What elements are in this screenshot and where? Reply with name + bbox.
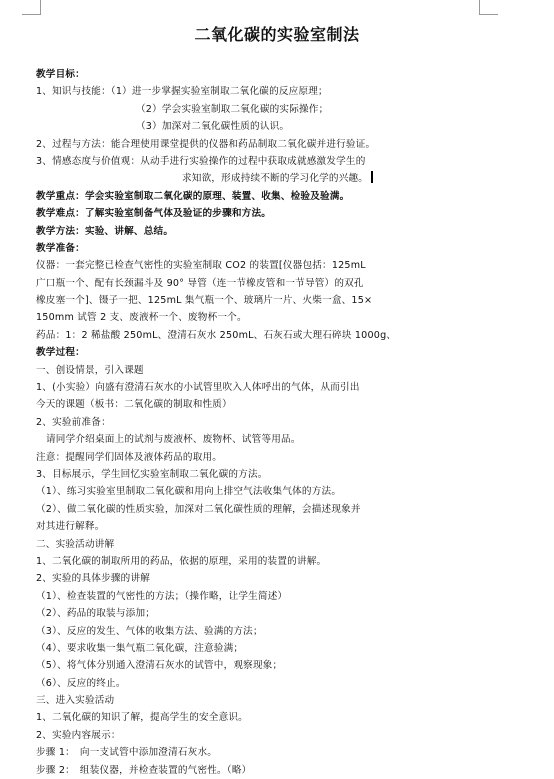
line-text: （4）、要求收集一集气瓶二氧化碳，注意验满； <box>36 642 244 654</box>
page-corner-mark-left <box>22 0 41 15</box>
line-text: （2）学会实验室制取二氧化碳的实际操作； <box>136 103 329 115</box>
document-body <box>36 66 486 779</box>
line-text: 150mm 试管 2 支、废液杯一个、废物杯一个。 <box>36 312 247 324</box>
line-text: 教学目标： <box>36 69 85 80</box>
line-text: 教学准备： <box>36 242 85 254</box>
text-line <box>36 83 486 100</box>
text-line <box>36 362 486 379</box>
text-line <box>36 588 486 605</box>
text-cursor <box>371 171 373 183</box>
text-line <box>36 657 486 674</box>
text-line <box>36 466 486 483</box>
text-line <box>36 309 486 326</box>
line-text: 教学过程： <box>36 347 85 359</box>
section-heading <box>36 66 486 83</box>
text-line <box>36 275 486 292</box>
text-line <box>36 118 486 135</box>
line-text: 一、创设情景，引入课题 <box>36 364 144 376</box>
line-text: 教学重点：学会实验室制取二氧化碳的原理、装置、收集、检验及验满。 <box>36 190 350 202</box>
line-text: 今天的课题（板书：二氧化碳的制取和性质） <box>36 399 232 411</box>
line-text: 3、目标展示，学生回忆实验室制取二氧化碳的方法。 <box>36 468 268 480</box>
text-line <box>36 518 486 535</box>
text-line <box>36 431 486 448</box>
text-line <box>36 327 486 344</box>
line-text: （3）、反应的发生、气体的收集方法、验满的方法； <box>36 625 263 637</box>
text-line <box>36 396 486 413</box>
line-text: 教学难点：了解实验室制备气体及验证的步骤和方法。 <box>36 208 272 220</box>
text-line <box>36 570 486 587</box>
line-text: （5）、将气体分别通入澄清石灰水的试管中，观察现象； <box>36 660 283 672</box>
text-line <box>36 623 486 640</box>
line-text: （1）、练习实验室里制取二氧化碳和用向上排空气法收集气体的方法。 <box>36 486 342 498</box>
line-text: 教学方法：实验、讲解、总结。 <box>36 225 174 237</box>
section-heading <box>36 205 486 222</box>
line-text: 三、进入实验活动 <box>36 695 115 707</box>
text-line <box>36 762 486 779</box>
text-line <box>36 692 486 709</box>
section-heading <box>36 240 486 257</box>
text-line <box>36 553 486 570</box>
line-text: 二、实验活动讲解 <box>36 538 115 550</box>
line-text: 求知欲，形成持续不断的学习化学的兴趣。 <box>182 173 369 185</box>
text-line <box>36 536 486 553</box>
text-line <box>36 501 486 518</box>
line-text: 仪器：一套完整已检查气密性的实验室制取 CO2 的装置[仪器包括：125mL <box>36 260 366 272</box>
line-text: 2、实验前准备： <box>36 416 111 428</box>
text-line <box>36 292 486 309</box>
document-title: 二氧化碳的实验室制法 <box>194 25 360 44</box>
text-line <box>36 170 486 187</box>
text-line <box>36 675 486 692</box>
text-line <box>36 379 486 396</box>
text-line <box>36 709 486 726</box>
text-line <box>36 449 486 466</box>
line-text: 1、知识与技能：（1）进一步掌握实验室制取二氧化碳的反应原理； <box>36 86 328 98</box>
section-heading <box>36 188 486 205</box>
line-text: 注意：提醒同学们固体及液体药品的取用。 <box>36 451 223 463</box>
line-text: 1、(小实验）向盛有澄清石灰水的小试管里吹入人体呼出的气体，从而引出 <box>36 382 360 394</box>
line-text: 2、实验的具体步骤的讲解 <box>36 573 151 585</box>
page-corner-mark-right <box>479 0 498 15</box>
line-text: 2、实验内容展示： <box>36 729 121 741</box>
line-text: 3、情感态度与价值观：从动手进行实验操作的过程中获取成就感激发学生的 <box>36 155 366 167</box>
text-line <box>36 744 486 761</box>
line-text: 请同学介绍桌面上的试剂与废液杯、废物杯、试管等用品。 <box>46 434 301 446</box>
text-line <box>36 136 486 153</box>
text-line <box>36 257 486 274</box>
line-text: 对其进行解释。 <box>36 521 105 533</box>
section-heading <box>36 223 486 240</box>
line-text: （2）、做二氧化碳的性质实验，加深对二氧化碳性质的理解，会描述现象并 <box>36 503 361 515</box>
text-line <box>36 414 486 431</box>
line-text: 橡皮塞一个]、镊子一把、125mL 集气瓶一个、玻璃片一片、火柴一盒、15× <box>36 295 373 307</box>
line-text: （2）、药品的取装与添加； <box>36 608 156 620</box>
text-line <box>36 727 486 744</box>
section-heading <box>36 344 486 361</box>
line-text: 1、二氧化碳的制取所用的药品，依据的原理，采用的装置的讲解。 <box>36 555 327 567</box>
line-text: 步骤 1： 向一支试管中添加澄清石灰水。 <box>36 747 218 759</box>
line-text: 1、二氧化碳的知识了解，提高学生的安全意识。 <box>36 712 248 724</box>
text-line <box>36 101 486 118</box>
line-text: 步骤 2： 组装仪器，并检查装置的气密性。（略） <box>36 764 252 776</box>
line-text: （3）加深对二氧化碳性质的认识。 <box>136 121 290 133</box>
text-line <box>36 640 486 657</box>
line-text: 2、过程与方法：能合理使用课堂提供的仪器和药品制取二氧化碳并进行验证。 <box>36 138 376 150</box>
line-text: 药品：1：2 稀盐酸 250mL、澄清石灰水 250mL、石灰石或大理石碎块 1000g、 <box>36 329 397 341</box>
line-text: 广口瓶一个、配有长颈漏斗及 90° 导管（连一节橡皮管和一节导管）的双孔 <box>36 277 364 289</box>
line-text: （1）、检查装置的气密性的方法；（操作略，让学生简述） <box>36 590 288 602</box>
line-text: （6）、反应的终止。 <box>36 677 126 689</box>
text-line <box>36 605 486 622</box>
text-line <box>36 153 486 170</box>
text-line <box>36 483 486 500</box>
